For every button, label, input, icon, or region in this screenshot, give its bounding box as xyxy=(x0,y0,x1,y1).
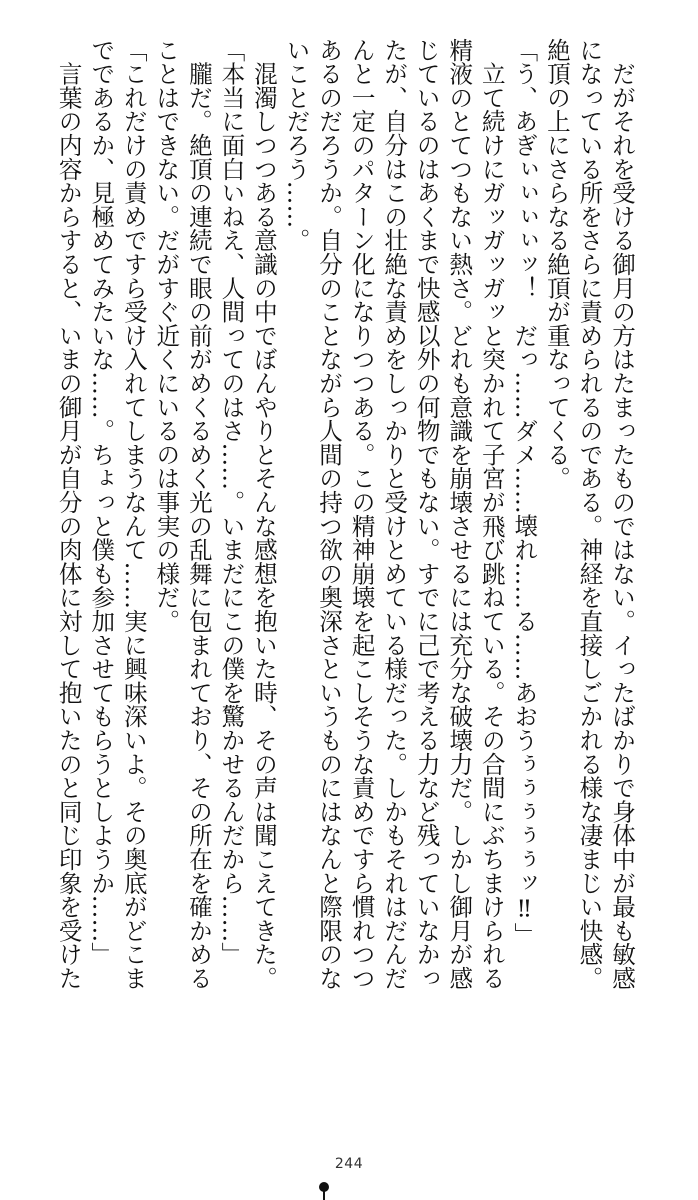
text-line: 立て続けにガッガッガッと突かれて子宮が飛び跳ねている。その合間にぶちまけられる xyxy=(477,38,506,990)
text-line: だがそれを受ける御月の方はたまったものではない。イったばかりで身体中が最も敏感 xyxy=(608,38,636,990)
text-line: になっている所をさらに責められるのである。神経を直接しごかれる様な凄まじい快感。 xyxy=(575,38,604,990)
text-line: 混濁しつつある意識の中でぼんやりとそんな感想を抱いた時、その声は聞こえてきた。 xyxy=(249,38,278,990)
page-number: 244 xyxy=(334,1156,364,1172)
text-line: 「本当に面白いねえ、人間ってのはさ……。いまだにこの僕を驚かせるんだから……」 xyxy=(217,38,246,967)
text-line: ことはできない。だがすぐ近くにいるのは事実の様だ。 xyxy=(152,38,181,633)
text-line: 「これだけの責めですら受け入れてしまうなんて……実に興味深いよ。その奥底がどこま xyxy=(119,38,148,990)
folio-stem-icon xyxy=(323,1190,325,1200)
text-line: 「う、あぎぃぃぃぃッ！ だっ……ダメ……壊れ……る……あおうぅぅぅぅぅッ‼」 xyxy=(510,38,539,947)
text-line: んと一定のパターン化になりつつある。この精神崩壊を起こしそうな責めですら慣れつつ xyxy=(347,38,376,990)
text-line: 朧だ。絶頂の連続で眼の前がめくるめく光の乱舞に包まれており、その所在を確かめる xyxy=(184,38,213,990)
vertical-text-body xyxy=(38,38,638,1028)
text-line: でであるか、見極めてみたいな……。ちょっと僕も参加させてもらうとしようか……」 xyxy=(87,38,116,967)
text-line: あるのだろうか。自分のことながら人間の持つ欲の奥深さというものにはなんと際限のな xyxy=(315,38,344,990)
text-line: いことだろう……。 xyxy=(282,38,311,253)
text-line: 絶頂の上にさらなる絶頂が重なってくる。 xyxy=(542,38,571,491)
text-line: じているのはあくまで快感以外の何物でもない。すでに己で考える力など残っていなかっ xyxy=(412,38,441,990)
text-line: 言葉の内容からすると、いまの御月が自分の肉体に対して抱いたのと同じ印象を受けた xyxy=(54,38,83,990)
text-line: 精液のとてつもない熱さ。どれも意識を崩壊させるには充分な破壊力だ。しかし御月が感 xyxy=(445,38,474,990)
text-line: たが、自分はこの壮絶な責めをしっかりと受けとめている様だった。しかもそれはだんだ xyxy=(380,38,409,990)
